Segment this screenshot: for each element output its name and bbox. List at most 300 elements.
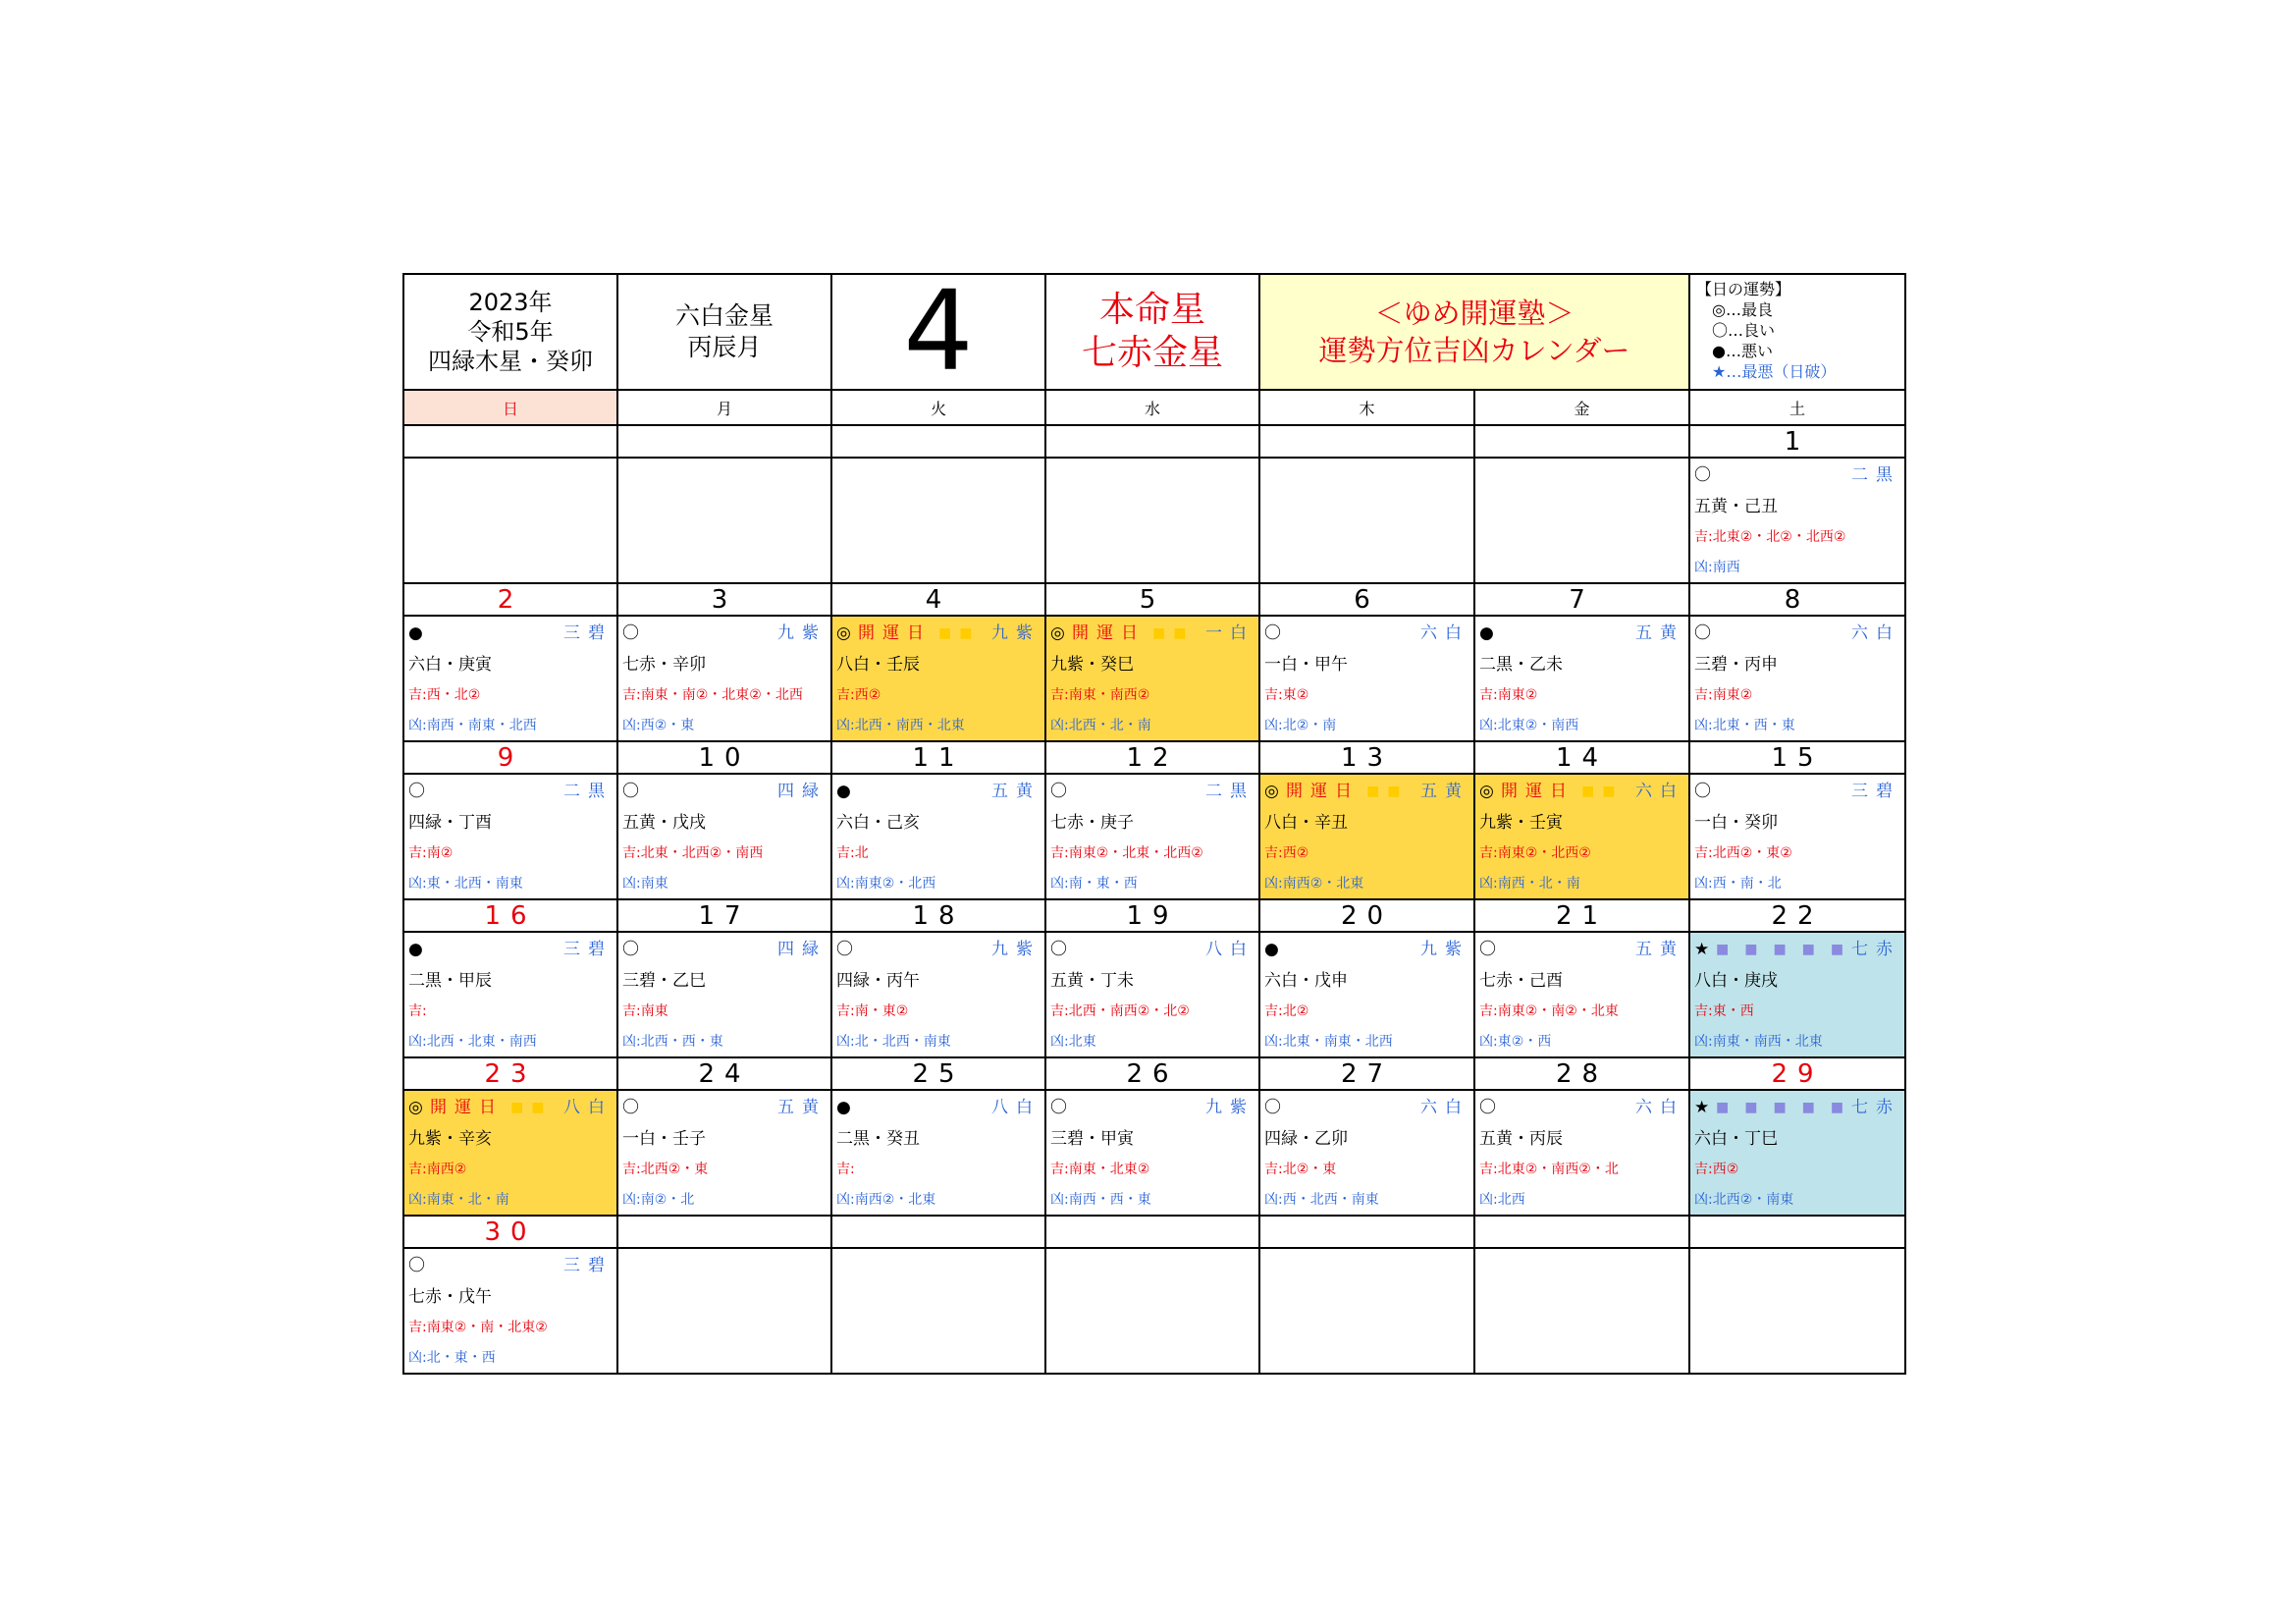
fortune-mark: 〇 <box>1694 465 1711 485</box>
weekday-thu: 木 <box>1259 390 1474 425</box>
day-kanshi: 七赤・庚子 <box>1050 813 1134 833</box>
day-nine-star: 八白 <box>991 1098 1041 1117</box>
day-kanshi: 二黒・癸丑 <box>836 1129 920 1149</box>
day-nine-star: 九紫 <box>1420 940 1469 959</box>
fortune-mark: 〇 <box>622 940 639 959</box>
day-cell <box>1045 458 1259 583</box>
day-cell <box>1045 1248 1259 1374</box>
weeks-body <box>403 425 1905 1374</box>
day-cell <box>1474 932 1689 1057</box>
unlucky-directions: 凶:西・北西・南東 <box>1264 1192 1379 1208</box>
day-kanshi: 六白・己亥 <box>836 813 920 833</box>
lucky-directions: 吉:西② <box>836 687 881 703</box>
lucky-directions: 吉:西② <box>1694 1162 1739 1177</box>
day-nine-star: 四緑 <box>777 940 827 959</box>
day-kanshi: 五黄・戊戌 <box>622 813 706 833</box>
fortune-mark: ◎ <box>1479 782 1494 801</box>
day-cell <box>1474 458 1689 583</box>
empty-cell <box>1046 459 1258 582</box>
legend-worst: ★…最悪（日破） <box>1712 362 1837 381</box>
day-nine-star: 一白 <box>1205 623 1255 643</box>
day-kanshi: 三碧・丙申 <box>1694 655 1778 675</box>
fortune-mark: 〇 <box>1479 1098 1496 1117</box>
day-cell <box>403 458 617 583</box>
title-line2: 運勢方位吉凶カレンダー <box>1318 334 1630 367</box>
lucky-directions: 吉:北西②・東 <box>622 1162 709 1177</box>
day-number: 14 <box>1474 741 1689 774</box>
day-cell <box>1259 1090 1474 1216</box>
unlucky-directions: 凶:北②・南 <box>1264 718 1337 733</box>
day-number: 1 <box>1689 425 1905 458</box>
day-nine-star: 八白 <box>1205 940 1255 959</box>
lucky-directions: 吉:南東② <box>1694 687 1753 703</box>
fortune-mark: ★ <box>1694 940 1710 959</box>
day-number: 20 <box>1259 899 1474 932</box>
era-text: 令和5年 <box>467 318 554 346</box>
day-number: 6 <box>1259 583 1474 616</box>
day-number: 8 <box>1689 583 1905 616</box>
day-number-row <box>403 425 1905 458</box>
honmei-block <box>1045 274 1259 390</box>
unlucky-directions: 凶:北西・西・東 <box>622 1034 723 1050</box>
day-number <box>1689 1216 1905 1248</box>
empty-cell <box>1475 1249 1688 1373</box>
fortune-mark: 〇 <box>408 1256 425 1275</box>
calendar-title <box>1259 274 1689 390</box>
day-cell <box>1689 1248 1905 1374</box>
unlucky-directions: 凶:北西②・南東 <box>1694 1192 1794 1208</box>
day-number: 24 <box>617 1057 831 1090</box>
day-nine-star: 九紫 <box>991 623 1041 643</box>
honmei-star: 七赤金星 <box>1081 333 1223 373</box>
day-number-row <box>403 1057 1905 1090</box>
day-cell <box>617 616 831 741</box>
fortune-mark: 〇 <box>622 782 639 801</box>
year-text: 2023年 <box>468 289 553 316</box>
fortune-mark: 〇 <box>1264 623 1281 643</box>
title-line1: ＜ゆめ開運塾＞ <box>1374 297 1575 330</box>
day-nine-star: 三碧 <box>563 1256 613 1275</box>
day-nine-star: 三碧 <box>563 940 613 959</box>
empty-cell <box>1260 1249 1473 1373</box>
day-number: 25 <box>831 1057 1045 1090</box>
fortune-mark: 〇 <box>622 1098 639 1117</box>
day-number: 16 <box>403 899 617 932</box>
day-nine-star: 二黒 <box>1851 465 1900 485</box>
day-number-row <box>403 583 1905 616</box>
day-nine-star: 五黄 <box>1635 940 1684 959</box>
fortune-mark: 〇 <box>1694 623 1711 643</box>
day-number <box>1474 1216 1689 1248</box>
empty-cell <box>1475 459 1688 582</box>
day-kanshi: 六白・庚寅 <box>408 655 492 675</box>
day-number: 30 <box>403 1216 617 1248</box>
day-cell <box>1259 932 1474 1057</box>
fortune-mark: ● <box>408 623 423 643</box>
unlucky-directions: 凶:北西・北・南 <box>1050 718 1151 733</box>
day-kanshi: 六白・戊申 <box>1264 971 1348 991</box>
empty-cell <box>1260 459 1473 582</box>
day-cell <box>1045 1090 1259 1216</box>
empty-cell <box>832 1249 1044 1373</box>
day-number: 27 <box>1259 1057 1474 1090</box>
day-nine-star: 五黄 <box>1420 782 1469 801</box>
day-cell <box>1474 1248 1689 1374</box>
fortune-mark: ● <box>1264 940 1279 959</box>
lucky-directions: 吉:北西・南西②・北② <box>1050 1003 1190 1019</box>
unlucky-directions: 凶:南東 <box>622 876 668 892</box>
day-nine-star: 九紫 <box>777 623 827 643</box>
day-nine-star: 五黄 <box>777 1098 827 1117</box>
fortune-mark: ● <box>1479 623 1494 643</box>
day-number: 5 <box>1045 583 1259 616</box>
kaiun-label: 開運日 <box>430 1098 504 1117</box>
day-cell <box>403 1248 617 1374</box>
lucky-directions: 吉:西② <box>1264 845 1309 861</box>
day-number: 11 <box>831 741 1045 774</box>
day-kanshi: 二黒・乙未 <box>1479 655 1563 675</box>
day-cell <box>617 1090 831 1216</box>
fortune-mark: ● <box>836 1098 851 1117</box>
empty-cell <box>618 459 830 582</box>
day-nine-star: 六白 <box>1635 782 1684 801</box>
day-cell <box>1474 616 1689 741</box>
day-cell <box>1689 458 1905 583</box>
legend-title: 【日の運勢】 <box>1696 280 1791 298</box>
day-number: 13 <box>1259 741 1474 774</box>
day-nine-star: 三碧 <box>563 623 613 643</box>
day-number <box>1259 1216 1474 1248</box>
day-cell <box>403 616 617 741</box>
day-kanshi: 二黒・甲辰 <box>408 971 492 991</box>
day-nine-star: 五黄 <box>991 782 1041 801</box>
year-block <box>403 274 617 390</box>
day-cell <box>403 932 617 1057</box>
day-number <box>831 1216 1045 1248</box>
empty-cell <box>832 459 1044 582</box>
lucky-directions: 吉:南東・北東② <box>1050 1162 1150 1177</box>
day-detail-row <box>403 1090 1905 1216</box>
month-number: 4 <box>903 274 974 390</box>
lucky-directions: 吉: <box>408 1003 427 1019</box>
decor-squares: ■■ <box>510 1100 553 1115</box>
fortune-mark: ◎ <box>836 623 851 643</box>
fortune-mark: 〇 <box>1050 940 1067 959</box>
day-kanshi: 七赤・戊午 <box>408 1287 492 1307</box>
day-number <box>1259 425 1474 458</box>
decor-squares: ■■■■■ <box>1716 942 1860 957</box>
lucky-directions: 吉:南西② <box>408 1162 467 1177</box>
day-kanshi: 四緑・丁酉 <box>408 813 492 833</box>
fortune-mark: ◎ <box>1264 782 1279 801</box>
day-number: 23 <box>403 1057 617 1090</box>
legend-good: 〇…良い <box>1712 321 1776 340</box>
day-number <box>617 1216 831 1248</box>
lucky-directions: 吉:北②・東 <box>1264 1162 1337 1177</box>
day-cell <box>831 774 1045 899</box>
day-detail-row <box>403 774 1905 899</box>
day-cell <box>1045 616 1259 741</box>
day-number <box>831 425 1045 458</box>
lucky-directions: 吉: <box>836 1162 855 1177</box>
fortune-mark: ◎ <box>408 1098 423 1117</box>
day-detail-row <box>403 932 1905 1057</box>
unlucky-directions: 凶:北西 <box>1479 1192 1525 1208</box>
kaiun-label: 開運日 <box>1501 782 1575 801</box>
day-detail-row <box>403 616 1905 741</box>
lucky-directions: 吉:南② <box>408 845 454 861</box>
legend-best: ◎…最良 <box>1712 300 1773 319</box>
day-kanshi: 四緑・乙卯 <box>1264 1129 1348 1149</box>
day-nine-star: 五黄 <box>1635 623 1684 643</box>
fortune-mark: 〇 <box>1479 940 1496 959</box>
fortune-mark: 〇 <box>1694 782 1711 801</box>
day-number: 28 <box>1474 1057 1689 1090</box>
weekday-mon: 月 <box>617 390 831 425</box>
unlucky-directions: 凶:南西 <box>1694 560 1740 575</box>
legend-bad: ●…悪い <box>1712 342 1773 360</box>
day-nine-star: 二黒 <box>1205 782 1255 801</box>
day-cell <box>403 1090 617 1216</box>
unlucky-directions: 凶:北・北西・南東 <box>836 1034 951 1050</box>
calendar-table <box>402 273 1906 1375</box>
day-number: 7 <box>1474 583 1689 616</box>
day-number <box>617 425 831 458</box>
decor-squares: ■■ <box>1581 784 1624 799</box>
day-cell <box>1474 1090 1689 1216</box>
unlucky-directions: 凶:南・東・西 <box>1050 876 1138 892</box>
fortune-mark: 〇 <box>622 623 639 643</box>
kaiun-label: 開運日 <box>1286 782 1360 801</box>
month-number-block <box>831 274 1045 390</box>
lucky-directions: 吉:北西②・東② <box>1694 845 1792 861</box>
day-number <box>403 425 617 458</box>
unlucky-directions: 凶:北・東・西 <box>408 1350 496 1366</box>
day-nine-star: 三碧 <box>1851 782 1900 801</box>
day-number: 17 <box>617 899 831 932</box>
lucky-directions: 吉:北② <box>1264 1003 1309 1019</box>
fortune-mark: 〇 <box>1264 1098 1281 1117</box>
lucky-directions: 吉:東・西 <box>1694 1003 1754 1019</box>
lucky-directions: 吉:南東 <box>622 1003 668 1019</box>
kaiun-label: 開運日 <box>1072 623 1146 643</box>
lucky-directions: 吉:南・東② <box>836 1003 909 1019</box>
fortune-mark: ● <box>836 782 851 801</box>
lucky-directions: 吉:北東②・北②・北西② <box>1694 529 1846 545</box>
day-number <box>1045 425 1259 458</box>
day-nine-star: 二黒 <box>563 782 613 801</box>
unlucky-directions: 凶:北西・北東・南西 <box>408 1034 537 1050</box>
weekday-row <box>403 390 1905 425</box>
day-kanshi: 九紫・辛亥 <box>408 1129 492 1149</box>
day-cell <box>831 1248 1045 1374</box>
unlucky-directions: 凶:南東・北・南 <box>408 1192 509 1208</box>
unlucky-directions: 凶:南②・北 <box>622 1192 695 1208</box>
month-branch-text: 丙辰月 <box>687 333 762 361</box>
calendar <box>402 273 1904 1375</box>
day-kanshi: 五黄・己丑 <box>1694 497 1778 516</box>
day-kanshi: 八白・庚戌 <box>1694 971 1778 991</box>
day-number: 29 <box>1689 1057 1905 1090</box>
honmei-label: 本命星 <box>1098 290 1205 330</box>
day-number: 21 <box>1474 899 1689 932</box>
day-cell <box>831 1090 1045 1216</box>
unlucky-directions: 凶:北西・南西・北東 <box>836 718 965 733</box>
day-nine-star: 九紫 <box>1205 1098 1255 1117</box>
day-kanshi: 七赤・己酉 <box>1479 971 1563 991</box>
day-cell <box>1474 774 1689 899</box>
day-nine-star: 六白 <box>1635 1098 1684 1117</box>
lucky-directions: 吉:南東②・北西② <box>1479 845 1591 861</box>
day-nine-star: 六白 <box>1420 1098 1469 1117</box>
weekday-tue: 火 <box>831 390 1045 425</box>
day-cell <box>617 458 831 583</box>
unlucky-directions: 凶:北東・南東・北西 <box>1264 1034 1393 1050</box>
unlucky-directions: 凶:南西②・北東 <box>836 1192 936 1208</box>
unlucky-directions: 凶:北東 <box>1050 1034 1096 1050</box>
day-cell <box>403 774 617 899</box>
day-number: 2 <box>403 583 617 616</box>
empty-cell <box>1046 1249 1258 1373</box>
day-cell <box>831 616 1045 741</box>
day-kanshi: 一白・壬子 <box>622 1129 706 1149</box>
unlucky-directions: 凶:西・南・北 <box>1694 876 1782 892</box>
day-cell <box>1689 774 1905 899</box>
lucky-directions: 吉:南東②・南・北東② <box>408 1320 548 1335</box>
day-kanshi: 八白・辛丑 <box>1264 813 1348 833</box>
lucky-directions: 吉:南東・南西② <box>1050 687 1150 703</box>
lucky-directions: 吉:北東・北西②・南西 <box>622 845 764 861</box>
day-cell <box>831 458 1045 583</box>
fortune-mark: 〇 <box>836 940 853 959</box>
day-kanshi: 七赤・辛卯 <box>622 655 706 675</box>
day-number-row <box>403 1216 1905 1248</box>
day-cell <box>617 1248 831 1374</box>
day-kanshi: 四緑・丙午 <box>836 971 920 991</box>
day-number: 3 <box>617 583 831 616</box>
day-cell <box>1045 932 1259 1057</box>
day-cell <box>1259 774 1474 899</box>
unlucky-directions: 凶:北東・西・東 <box>1694 718 1795 733</box>
unlucky-directions: 凶:南東②・北西 <box>836 876 936 892</box>
legend <box>1689 274 1905 390</box>
lucky-directions: 吉:北 <box>836 845 869 861</box>
fortune-mark: 〇 <box>408 782 425 801</box>
day-nine-star: 八白 <box>563 1098 613 1117</box>
day-nine-star: 四緑 <box>777 782 827 801</box>
lucky-directions: 吉:南東②・北東・北西② <box>1050 845 1203 861</box>
year-star-text: 四緑木星・癸卯 <box>428 348 593 375</box>
day-cell <box>1259 1248 1474 1374</box>
day-nine-star: 六白 <box>1420 623 1469 643</box>
day-number: 9 <box>403 741 617 774</box>
lucky-directions: 吉:北東②・南西②・北 <box>1479 1162 1619 1177</box>
day-number: 18 <box>831 899 1045 932</box>
day-number: 12 <box>1045 741 1259 774</box>
day-cell <box>1045 774 1259 899</box>
day-detail-row <box>403 458 1905 583</box>
fortune-mark: ★ <box>1694 1098 1710 1117</box>
day-kanshi: 五黄・丙辰 <box>1479 1129 1563 1149</box>
weekday-sat: 土 <box>1689 390 1905 425</box>
unlucky-directions: 凶:東・北西・南東 <box>408 876 523 892</box>
kaiun-label: 開運日 <box>858 623 932 643</box>
decor-squares: ■■ <box>1152 625 1195 641</box>
lucky-directions: 吉:西・北② <box>408 687 481 703</box>
empty-cell <box>618 1249 830 1373</box>
day-number: 19 <box>1045 899 1259 932</box>
day-cell <box>831 932 1045 1057</box>
day-detail-row <box>403 1248 1905 1374</box>
day-nine-star: 六白 <box>1851 623 1900 643</box>
day-kanshi: 五黄・丁未 <box>1050 971 1134 991</box>
unlucky-directions: 凶:南東・南西・北東 <box>1694 1034 1823 1050</box>
day-number: 4 <box>831 583 1045 616</box>
lucky-directions: 吉:南東②・南②・北東 <box>1479 1003 1619 1019</box>
empty-cell <box>1690 1249 1904 1373</box>
day-cell <box>617 932 831 1057</box>
day-number: 10 <box>617 741 831 774</box>
unlucky-directions: 凶:東②・西 <box>1479 1034 1552 1050</box>
weekday-fri: 金 <box>1474 390 1689 425</box>
day-number: 26 <box>1045 1057 1259 1090</box>
day-number: 15 <box>1689 741 1905 774</box>
fortune-mark: 〇 <box>1050 782 1067 801</box>
fortune-mark: ◎ <box>1050 623 1065 643</box>
lucky-directions: 吉:南東② <box>1479 687 1538 703</box>
day-nine-star: 七赤 <box>1851 1098 1900 1117</box>
unlucky-directions: 凶:南西・北・南 <box>1479 876 1580 892</box>
day-cell <box>617 774 831 899</box>
day-kanshi: 九紫・壬寅 <box>1479 813 1563 833</box>
weekday-wed: 水 <box>1045 390 1259 425</box>
unlucky-directions: 凶:南西・西・東 <box>1050 1192 1151 1208</box>
day-kanshi: 三碧・乙巳 <box>622 971 706 991</box>
day-kanshi: 九紫・癸巳 <box>1050 655 1134 675</box>
header-row <box>403 274 1905 390</box>
unlucky-directions: 凶:北東②・南西 <box>1479 718 1579 733</box>
month-star-text: 六白金星 <box>674 301 774 330</box>
day-cell <box>1689 616 1905 741</box>
decor-squares: ■■ <box>938 625 981 641</box>
day-number <box>1045 1216 1259 1248</box>
unlucky-directions: 凶:西②・東 <box>622 718 695 733</box>
decor-squares: ■■■■■ <box>1716 1100 1860 1115</box>
fortune-mark: 〇 <box>1050 1098 1067 1117</box>
day-kanshi: 一白・癸卯 <box>1694 813 1778 833</box>
day-cell <box>1259 616 1474 741</box>
day-kanshi: 一白・甲午 <box>1264 655 1348 675</box>
month-star-block <box>617 274 831 390</box>
day-cell <box>1689 1090 1905 1216</box>
weekday-sun: 日 <box>403 390 617 425</box>
day-number: 22 <box>1689 899 1905 932</box>
day-cell <box>1689 932 1905 1057</box>
day-nine-star: 九紫 <box>991 940 1041 959</box>
lucky-directions: 吉:南東・南②・北東②・北西 <box>622 687 803 703</box>
unlucky-directions: 凶:南西②・北東 <box>1264 876 1364 892</box>
unlucky-directions: 凶:南西・南東・北西 <box>408 718 537 733</box>
day-kanshi: 八白・壬辰 <box>836 655 920 675</box>
fortune-mark: ● <box>408 940 423 959</box>
day-number-row <box>403 899 1905 932</box>
day-nine-star: 七赤 <box>1851 940 1900 959</box>
day-kanshi: 六白・丁巳 <box>1694 1129 1778 1149</box>
day-kanshi: 三碧・甲寅 <box>1050 1129 1134 1149</box>
lucky-directions: 吉:東② <box>1264 687 1309 703</box>
day-cell <box>1259 458 1474 583</box>
day-number <box>1474 425 1689 458</box>
